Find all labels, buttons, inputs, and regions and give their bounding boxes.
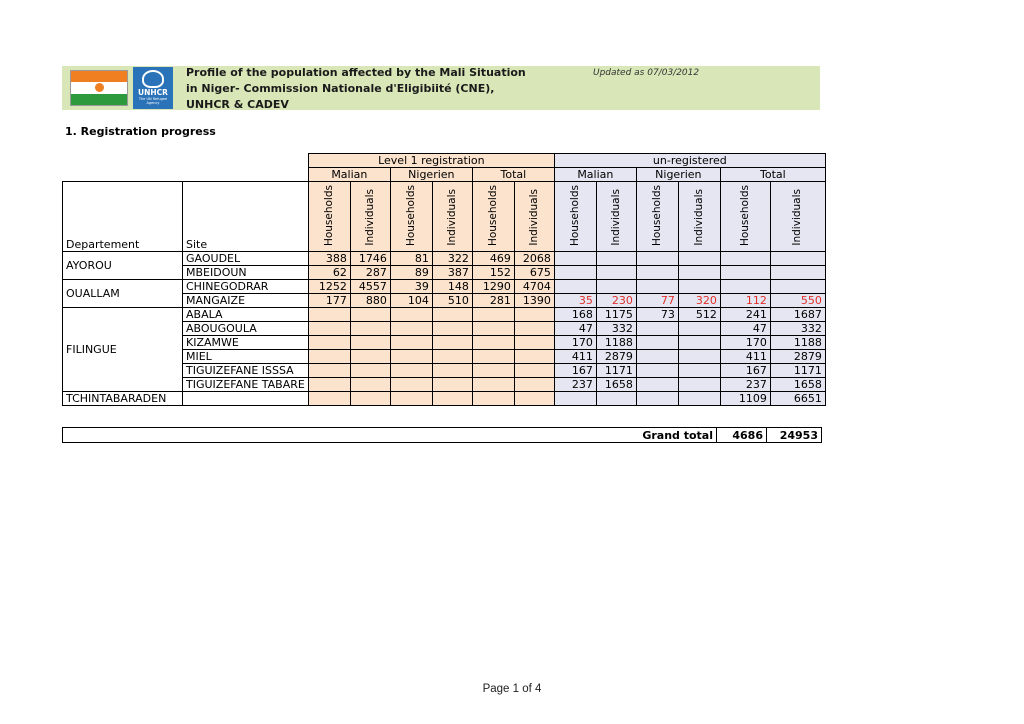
value-cell xyxy=(390,336,432,350)
value-cell: 1658 xyxy=(770,378,825,392)
value-cell xyxy=(596,266,636,280)
title-line: UNHCR & CADEV xyxy=(186,98,289,111)
value-cell: 62 xyxy=(308,266,350,280)
value-cell: 411 xyxy=(554,350,596,364)
group-header-row xyxy=(63,154,826,168)
value-cell xyxy=(770,266,825,280)
value-cell: 39 xyxy=(390,280,432,294)
updated-date: Updated as 07/03/2012 xyxy=(593,68,700,78)
value-cell: 332 xyxy=(596,322,636,336)
column-header-label: Households xyxy=(404,184,417,246)
value-cell: 237 xyxy=(554,378,596,392)
subgroup-header: Malian xyxy=(308,168,390,182)
group-unregistered: un-registered xyxy=(554,154,825,168)
value-cell xyxy=(514,378,554,392)
value-cell xyxy=(596,280,636,294)
value-cell xyxy=(432,322,472,336)
value-cell xyxy=(678,378,720,392)
value-cell: 170 xyxy=(720,336,770,350)
value-cell: 81 xyxy=(390,252,432,266)
column-header-individuals xyxy=(432,182,472,252)
table-row xyxy=(63,252,826,266)
value-cell xyxy=(390,322,432,336)
column-header-households xyxy=(720,182,770,252)
value-cell xyxy=(350,308,390,322)
subgroup-header: Nigerien xyxy=(636,168,720,182)
value-cell: 1188 xyxy=(770,336,825,350)
value-cell: 47 xyxy=(554,322,596,336)
value-cell xyxy=(596,252,636,266)
value-cell xyxy=(472,378,514,392)
value-cell: 1188 xyxy=(596,336,636,350)
value-cell xyxy=(308,364,350,378)
value-cell: 167 xyxy=(720,364,770,378)
value-cell xyxy=(308,336,350,350)
site-cell: MBEIDOUN xyxy=(183,266,309,280)
subgroup-header: Nigerien xyxy=(390,168,472,182)
value-cell xyxy=(308,378,350,392)
value-cell xyxy=(514,364,554,378)
value-cell xyxy=(308,350,350,364)
page-title xyxy=(186,65,526,113)
value-cell xyxy=(432,378,472,392)
value-cell xyxy=(390,308,432,322)
value-cell: 510 xyxy=(432,294,472,308)
value-cell: 4557 xyxy=(350,280,390,294)
value-cell: 241 xyxy=(720,308,770,322)
column-header-households xyxy=(636,182,678,252)
department-cell: AYOROU xyxy=(63,252,183,280)
column-header-label: Individuals xyxy=(791,189,804,246)
value-cell xyxy=(514,308,554,322)
value-cell xyxy=(636,392,678,406)
value-cell xyxy=(720,266,770,280)
value-cell xyxy=(514,350,554,364)
value-cell: 47 xyxy=(720,322,770,336)
value-cell xyxy=(472,322,514,336)
value-cell: 104 xyxy=(390,294,432,308)
value-cell xyxy=(554,280,596,294)
value-cell: 170 xyxy=(554,336,596,350)
column-header-label: Households xyxy=(738,184,751,246)
site-cell: CHINEGODRAR xyxy=(183,280,309,294)
department-cell: FILINGUE xyxy=(63,308,183,392)
site-cell: TIGUIZEFANE TABARE xyxy=(183,378,309,392)
value-cell xyxy=(432,336,472,350)
value-cell: 77 xyxy=(636,294,678,308)
department-cell: OUALLAM xyxy=(63,280,183,308)
grand-total-row xyxy=(63,428,822,443)
value-cell xyxy=(554,392,596,406)
value-cell xyxy=(678,266,720,280)
site-cell: ABALA xyxy=(183,308,309,322)
value-cell xyxy=(390,392,432,406)
title-line: Profile of the population affected by the Mali Situation xyxy=(186,66,526,79)
value-cell xyxy=(636,322,678,336)
value-cell xyxy=(432,350,472,364)
value-cell xyxy=(472,336,514,350)
column-header-households xyxy=(308,182,350,252)
column-header-households xyxy=(472,182,514,252)
value-cell: 112 xyxy=(720,294,770,308)
value-cell: 4704 xyxy=(514,280,554,294)
value-cell: 1658 xyxy=(596,378,636,392)
value-cell xyxy=(514,336,554,350)
page-footer: Page 1 of 4 xyxy=(482,683,542,695)
value-cell: 1175 xyxy=(596,308,636,322)
grand-total-label: Grand total xyxy=(63,428,717,443)
column-header-individuals xyxy=(596,182,636,252)
value-cell: 1171 xyxy=(596,364,636,378)
site-cell xyxy=(183,392,309,406)
column-header-row xyxy=(63,182,826,252)
column-header-label: Households xyxy=(650,184,663,246)
value-cell xyxy=(678,350,720,364)
department-cell: TCHINTABARADEN xyxy=(63,392,183,406)
value-cell xyxy=(678,252,720,266)
value-cell xyxy=(554,266,596,280)
section-title: 1. Registration progress xyxy=(65,125,216,138)
column-header-departement: Departement xyxy=(63,182,183,252)
value-cell xyxy=(636,280,678,294)
value-cell xyxy=(636,266,678,280)
value-cell: 469 xyxy=(472,252,514,266)
value-cell: 1171 xyxy=(770,364,825,378)
subgroup-header: Malian xyxy=(554,168,636,182)
value-cell: 2879 xyxy=(770,350,825,364)
value-cell xyxy=(678,364,720,378)
value-cell: 168 xyxy=(554,308,596,322)
value-cell xyxy=(770,280,825,294)
value-cell xyxy=(636,364,678,378)
value-cell: 1687 xyxy=(770,308,825,322)
value-cell xyxy=(514,322,554,336)
value-cell: 167 xyxy=(554,364,596,378)
niger-flag xyxy=(70,70,128,106)
value-cell xyxy=(636,336,678,350)
value-cell: 1252 xyxy=(308,280,350,294)
value-cell: 2068 xyxy=(514,252,554,266)
grand-total-table xyxy=(62,427,822,443)
column-header-label: Individuals xyxy=(692,189,705,246)
subgroup-header-row xyxy=(63,168,826,182)
value-cell xyxy=(432,392,472,406)
value-cell: 1746 xyxy=(350,252,390,266)
column-header-individuals xyxy=(678,182,720,252)
column-header-label: Individuals xyxy=(527,189,540,246)
site-cell: TIGUIZEFANE ISSSA xyxy=(183,364,309,378)
value-cell: 148 xyxy=(432,280,472,294)
value-cell xyxy=(720,252,770,266)
value-cell xyxy=(432,308,472,322)
value-cell xyxy=(472,392,514,406)
value-cell xyxy=(308,392,350,406)
value-cell xyxy=(390,378,432,392)
column-header-label: Households xyxy=(486,184,499,246)
value-cell xyxy=(636,378,678,392)
column-header-individuals xyxy=(350,182,390,252)
column-header-label: Individuals xyxy=(363,189,376,246)
site-cell: MANGAIZE xyxy=(183,294,309,308)
table-row xyxy=(63,392,826,406)
table-row xyxy=(63,308,826,322)
value-cell: 550 xyxy=(770,294,825,308)
value-cell: 177 xyxy=(308,294,350,308)
value-cell xyxy=(514,392,554,406)
unhcr-logo: UNHCR The UN Refugee Agency xyxy=(133,67,173,109)
value-cell xyxy=(390,364,432,378)
value-cell: 387 xyxy=(432,266,472,280)
column-header-label: Individuals xyxy=(445,189,458,246)
value-cell: 287 xyxy=(350,266,390,280)
value-cell xyxy=(636,350,678,364)
grand-total-individuals: 24953 xyxy=(767,428,822,443)
value-cell xyxy=(678,392,720,406)
site-cell: GAOUDEL xyxy=(183,252,309,266)
value-cell: 230 xyxy=(596,294,636,308)
value-cell: 89 xyxy=(390,266,432,280)
value-cell: 2879 xyxy=(596,350,636,364)
subgroup-header: Total xyxy=(472,168,554,182)
column-header-households xyxy=(390,182,432,252)
value-cell: 322 xyxy=(432,252,472,266)
value-cell xyxy=(350,364,390,378)
site-cell: ABOUGOULA xyxy=(183,322,309,336)
column-header-label: Households xyxy=(568,184,581,246)
value-cell xyxy=(308,322,350,336)
value-cell xyxy=(472,350,514,364)
value-cell xyxy=(390,350,432,364)
value-cell xyxy=(432,364,472,378)
site-cell: KIZAMWE xyxy=(183,336,309,350)
value-cell xyxy=(678,280,720,294)
value-cell xyxy=(678,322,720,336)
value-cell: 1390 xyxy=(514,294,554,308)
value-cell: 320 xyxy=(678,294,720,308)
value-cell: 411 xyxy=(720,350,770,364)
value-cell xyxy=(350,350,390,364)
unhcr-emblem-icon xyxy=(142,70,164,88)
value-cell xyxy=(308,308,350,322)
value-cell: 880 xyxy=(350,294,390,308)
value-cell xyxy=(350,378,390,392)
value-cell: 388 xyxy=(308,252,350,266)
value-cell: 1290 xyxy=(472,280,514,294)
value-cell xyxy=(770,252,825,266)
column-header-households xyxy=(554,182,596,252)
table-row xyxy=(63,280,826,294)
value-cell: 675 xyxy=(514,266,554,280)
grand-total-households: 4686 xyxy=(717,428,767,443)
value-cell: 152 xyxy=(472,266,514,280)
value-cell xyxy=(596,392,636,406)
value-cell xyxy=(350,392,390,406)
value-cell xyxy=(472,364,514,378)
value-cell: 1109 xyxy=(720,392,770,406)
value-cell: 237 xyxy=(720,378,770,392)
value-cell: 6651 xyxy=(770,392,825,406)
site-cell: MIEL xyxy=(183,350,309,364)
value-cell xyxy=(636,252,678,266)
column-header-individuals xyxy=(770,182,825,252)
column-header-label: Households xyxy=(322,184,335,246)
subgroup-header: Total xyxy=(720,168,825,182)
value-cell xyxy=(554,252,596,266)
value-cell xyxy=(350,336,390,350)
value-cell: 281 xyxy=(472,294,514,308)
value-cell xyxy=(720,280,770,294)
value-cell xyxy=(350,322,390,336)
value-cell: 512 xyxy=(678,308,720,322)
value-cell: 332 xyxy=(770,322,825,336)
column-header-site: Site xyxy=(183,182,309,252)
value-cell: 73 xyxy=(636,308,678,322)
value-cell: 35 xyxy=(554,294,596,308)
registration-table xyxy=(62,153,826,406)
group-level1: Level 1 registration xyxy=(308,154,554,168)
title-line: in Niger- Commission Nationale d'Eligibiité (CNE), xyxy=(186,82,495,95)
column-header-individuals xyxy=(514,182,554,252)
value-cell xyxy=(472,308,514,322)
column-header-label: Individuals xyxy=(609,189,622,246)
value-cell xyxy=(678,336,720,350)
